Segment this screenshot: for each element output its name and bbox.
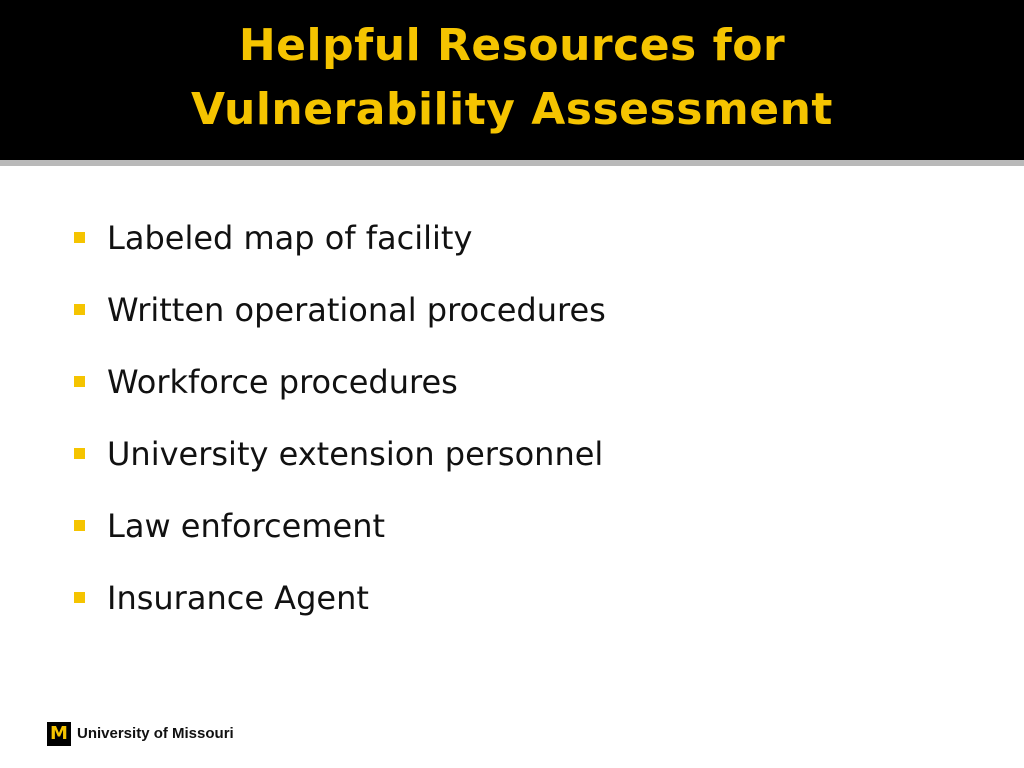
title-band [0, 0, 1024, 160]
slide-title-line-1: Helpful Resources for [238, 20, 786, 71]
bullet-text: University extension personnel [107, 435, 604, 473]
logo-letter: M [50, 723, 68, 744]
bullet-text: Labeled map of facility [107, 219, 473, 257]
institution-name: University of Missouri [77, 725, 234, 742]
square-bullet-icon [74, 376, 85, 387]
bullet-text: Written operational procedures [107, 291, 606, 329]
bullet-text: Insurance Agent [107, 579, 369, 617]
square-bullet-icon [74, 520, 85, 531]
square-bullet-icon [74, 304, 85, 315]
slide-title-line-2: Vulnerability Assessment [191, 84, 833, 135]
square-bullet-icon [74, 232, 85, 243]
square-bullet-icon [74, 592, 85, 603]
bullet-text: Workforce procedures [107, 363, 458, 401]
square-bullet-icon [74, 448, 85, 459]
university-of-missouri-logo-icon [47, 722, 71, 746]
slide-title [0, 14, 1024, 142]
title-divider-highlight [0, 166, 1024, 168]
bullet-text: Law enforcement [107, 507, 386, 545]
